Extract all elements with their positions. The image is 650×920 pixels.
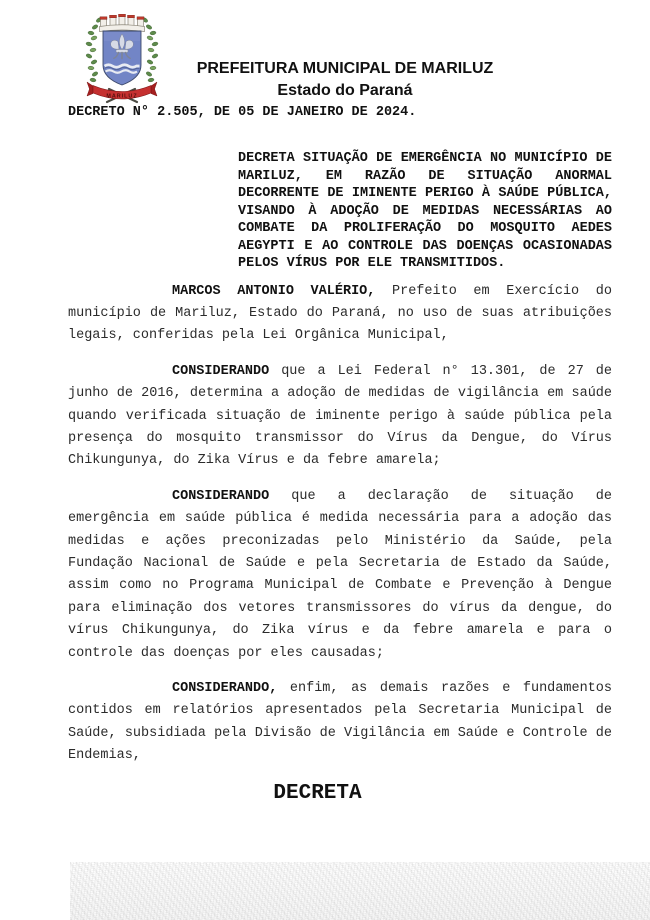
- mural-crown-icon: [100, 14, 145, 31]
- considerando-label-2: CONSIDERANDO: [172, 488, 270, 504]
- mayor-name: MARCOS ANTONIO VALÉRIO,: [172, 283, 376, 299]
- page-title: PREFEITURA MUNICIPAL DE MARILUZ: [196, 60, 494, 77]
- recital-paragraph-2: [68, 486, 612, 665]
- recital-text-2: que a declaração de situação de emergência em saúde pública é medida necessária para a adoção das medidas e ações preconizadas pelo Ministério da Saúde, pela Fundação Nacional de Saúde e pela Secretaria de Estado da Saúde, assim como no Programa Municipal de Combate e Prevenção à Dengue para eliminação dos vetores transmissores do vírus da dengue, do vírus Chikungunya, do Zika vírus e da febre amarela e para o controle das doenças por eles causadas;: [68, 488, 612, 661]
- crest-banner-text: MARILUZ: [106, 93, 138, 100]
- recital-text-3: enfim, as demais razões e fundamentos contidos em relatórios apresentados pela Secretaria Municipal de Saúde, subsidiada pela Divisão de Vigilância em Saúde e Controle de Endemias,: [68, 681, 612, 764]
- preamble-text: Prefeito em Exercício do município de Mariluz, Estado do Paraná, no uso de suas atribuições legais, conferidas pela Lei Orgânica Municipal,: [68, 283, 612, 344]
- letterhead: [0, 58, 650, 101]
- decree-body: [68, 150, 612, 807]
- considerando-label-3: CONSIDERANDO,: [172, 681, 278, 696]
- considerando-label-1: CONSIDERANDO: [172, 363, 270, 379]
- decree-summary-block: DECRETA SITUAÇÃO DE EMERGÊNCIA NO MUNICÍPIO DE MARILUZ, EM RAZÃO DE SITUAÇÃO ANORMAL DECORRENTE DE IMINENTE PERIGO À SAÚDE PÚBLICA, VISANDO À ADOÇÃO DE MEDIDAS NECESSÁRIAS AO COMBATE DA PROLIFERAÇÃO DO MOSQUITO AEDES AEGYPTI E AO CONTROLE DAS DOENÇAS OCASIONADAS PELOS VÍRUS POR ELE TRANSMITIDOS.: [238, 151, 612, 271]
- preamble-paragraph: [68, 281, 612, 348]
- recital-text-1: que a Lei Federal n° 13.301, de 27 de junho de 2016, determina a adoção de medidas de vigilância em saúde quando verificada situação de iminente perigo à saúde pública pela presença do mosquito transmissor do Vírus da Dengue, do Vírus Chikungunya, do Zika Vírus e da febre amarela;: [68, 363, 612, 469]
- recital-paragraph-1: [68, 361, 612, 473]
- page-subtitle: Estado do Paraná: [277, 82, 413, 99]
- scan-grain-artifact: [70, 862, 650, 920]
- decreta-section-heading: DECRETA: [273, 781, 362, 805]
- decree-number-line: DECRETO N° 2.505, DE 05 DE JANEIRO DE 2024.: [68, 105, 417, 120]
- recital-paragraph-3: [68, 678, 612, 768]
